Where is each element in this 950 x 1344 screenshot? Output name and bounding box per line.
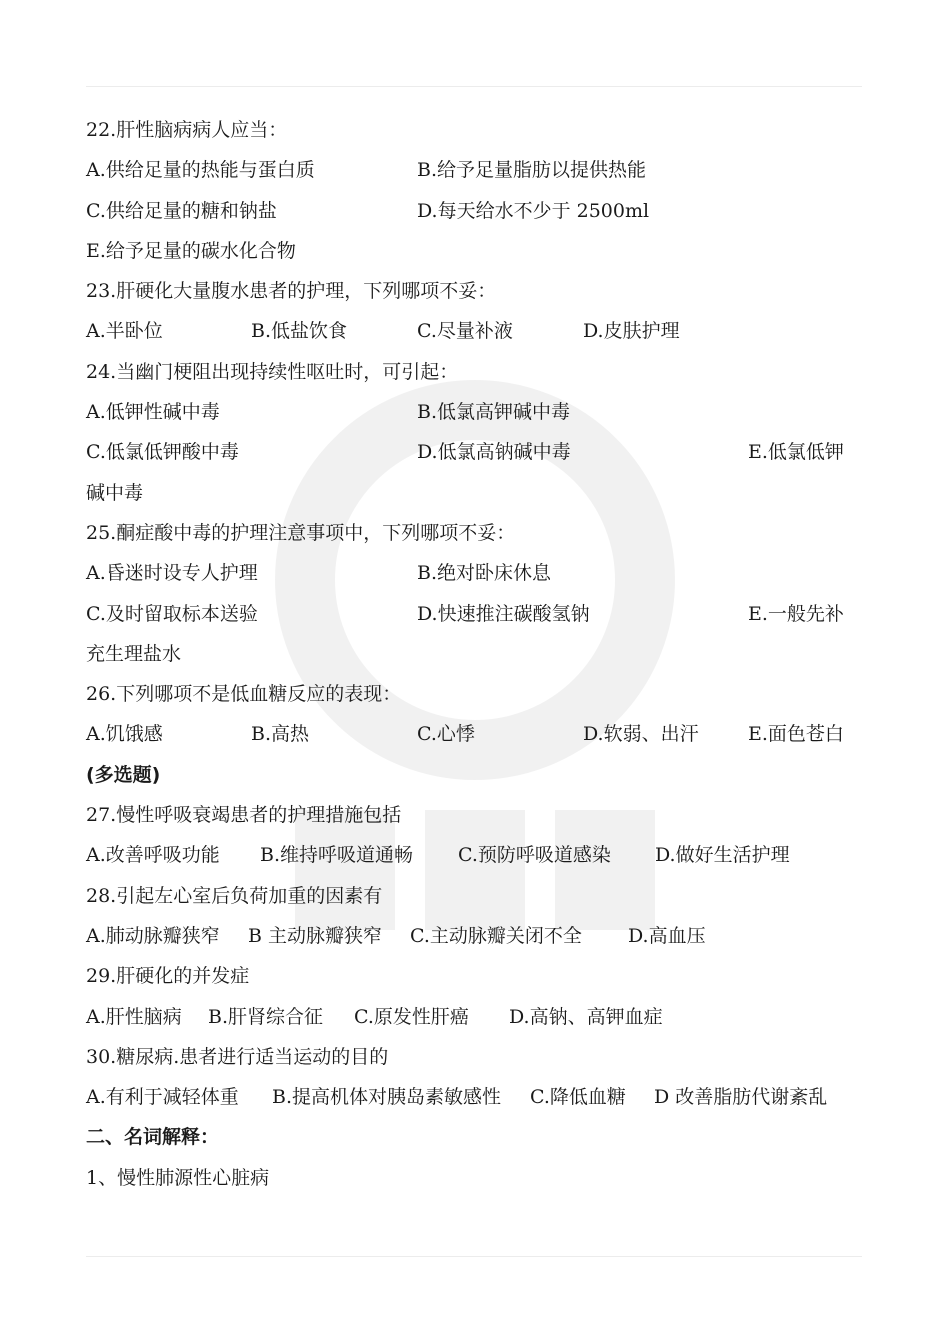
question-stem: 24.当幽门梗阻出现持续性呕吐时，可引起： <box>86 360 459 383</box>
option-d: D.高血压 <box>628 924 706 947</box>
options-row <box>86 634 862 674</box>
term-item: 1、慢性肺源性心脏病 <box>86 1166 270 1189</box>
options-row <box>86 432 862 472</box>
option-b: B.给予足量脂肪以提供热能 <box>417 159 647 182</box>
option-c: C.及时留取标本送验 <box>86 602 258 625</box>
question-stem: 26.下列哪项不是低血糖反应的表现： <box>86 683 402 706</box>
options-row <box>86 150 862 190</box>
options-row <box>86 997 862 1037</box>
option-a: A.有利于减轻体重 <box>86 1086 239 1109</box>
question-stem: 30.糖尿病.患者进行适当运动的目的 <box>86 1045 389 1068</box>
section-heading: 二、名词解释： <box>86 1126 220 1149</box>
option-d: D.高钠、高钾血症 <box>509 1005 663 1028</box>
footer-rule <box>86 1256 862 1257</box>
option-b: B.肝肾综合征 <box>208 1005 324 1028</box>
option-e: E.一般先补 <box>748 602 844 625</box>
option-d: D 改善脂肪代谢紊乱 <box>654 1086 828 1109</box>
option-d: D.皮肤护理 <box>583 320 680 343</box>
option-a: A.肝性脑病 <box>86 1005 182 1028</box>
option-c: C.尽量补液 <box>417 320 513 343</box>
header-rule <box>86 86 862 87</box>
options-row <box>86 594 862 634</box>
options-row <box>86 311 862 351</box>
question-stem: 22.肝性脑病病人应当： <box>86 119 288 141</box>
question-content <box>86 110 862 1198</box>
option-e-continued: 碱中毒 <box>86 481 144 504</box>
question-stem: 23.肝硬化大量腹水患者的护理，下列哪项不妥： <box>86 280 497 303</box>
options-row <box>86 473 862 513</box>
option-a: A.半卧位 <box>86 320 163 343</box>
question-stem: 27.慢性呼吸衰竭患者的护理措施包括 <box>86 804 402 827</box>
option-c: C.低氯低钾酸中毒 <box>86 441 239 464</box>
options-row <box>86 835 862 875</box>
option-a: A.供给足量的热能与蛋白质 <box>86 159 315 182</box>
option-c: C.预防呼吸道感染 <box>458 844 611 867</box>
option-b: B.提高机体对胰岛素敏感性 <box>272 1086 502 1109</box>
option-a: A.饥饿感 <box>86 723 163 746</box>
options-row <box>86 231 862 271</box>
option-a: A.低钾性碱中毒 <box>86 401 220 424</box>
option-c: C.主动脉瓣关闭不全 <box>410 924 582 947</box>
option-c: C.原发性肝癌 <box>354 1005 469 1028</box>
option-d: D.软弱、出汗 <box>583 723 699 746</box>
option-b: B.低盐饮食 <box>251 320 348 343</box>
options-row <box>86 714 862 754</box>
question-stem: 28.引起左心室后负荷加重的因素有 <box>86 884 383 907</box>
options-row <box>86 392 862 432</box>
option-d: D.每天给水不少于 2500ml <box>417 199 650 222</box>
options-row <box>86 916 862 956</box>
option-b: B.高热 <box>251 723 310 746</box>
question-stem: 25.酮症酸中毒的护理注意事项中，下列哪项不妥： <box>86 521 516 544</box>
option-c: C.供给足量的糖和钠盐 <box>86 199 277 222</box>
option-a: A.肺动脉瓣狭窄 <box>86 924 220 947</box>
question-stem: 29.肝硬化的并发症 <box>86 965 250 988</box>
option-d: D.低氯高钠碱中毒 <box>417 441 571 464</box>
option-e-continued: 充生理盐水 <box>86 642 182 665</box>
multi-choice-heading: (多选题) <box>86 763 161 786</box>
option-c: C.心悸 <box>417 723 475 746</box>
options-row <box>86 553 862 593</box>
option-b: B.绝对卧床休息 <box>417 562 552 585</box>
option-e: E.面色苍白 <box>748 723 844 746</box>
options-row <box>86 191 862 231</box>
option-b: B.维持呼吸道通畅 <box>260 844 414 867</box>
option-c: C.降低血糖 <box>530 1086 626 1109</box>
option-b: B.低氯高钾碱中毒 <box>417 401 571 424</box>
option-e: E.给予足量的碳水化合物 <box>86 239 296 262</box>
option-a: A.昏迷时设专人护理 <box>86 562 258 585</box>
option-e: E.低氯低钾 <box>748 441 844 464</box>
option-b: B 主动脉瓣狭窄 <box>248 924 383 947</box>
option-d: D.快速推注碳酸氢钠 <box>417 602 590 625</box>
options-row <box>86 1077 862 1117</box>
option-a: A.改善呼吸功能 <box>86 844 220 867</box>
option-d: D.做好生活护理 <box>655 844 790 867</box>
